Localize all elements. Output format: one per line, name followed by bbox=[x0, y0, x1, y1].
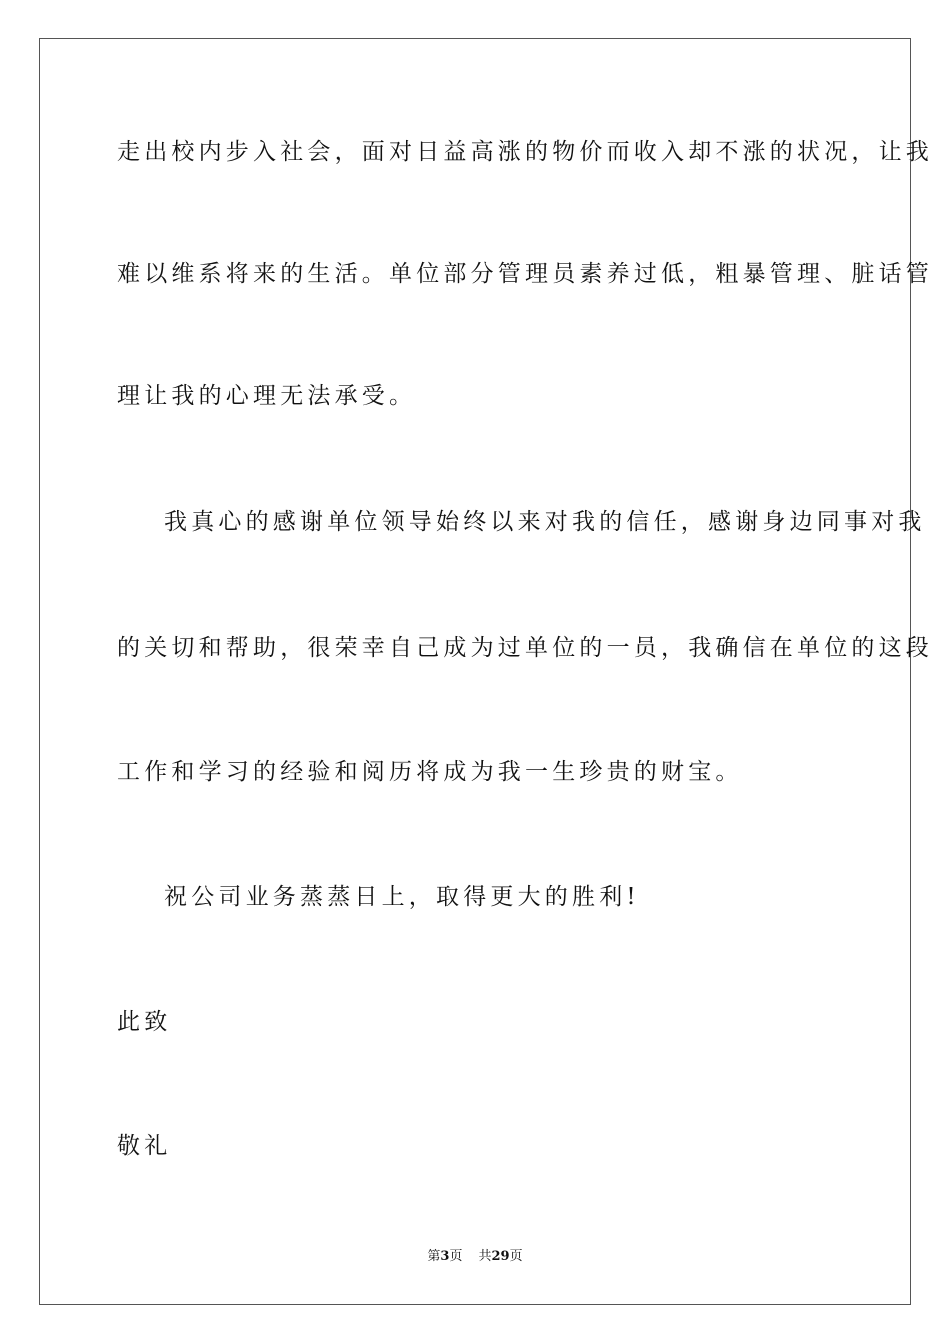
page-footer bbox=[0, 1248, 950, 1266]
page-total: 29 bbox=[491, 1249, 510, 1264]
closing-regards: 敬礼 bbox=[117, 1133, 172, 1159]
page-prefix: 第 bbox=[427, 1249, 441, 1264]
paragraph-line-5: 的关切和帮助，很荣幸自己成为过单位的一员，我确信在单位的这段 bbox=[117, 635, 933, 661]
paragraph-line-4: 我真心的感谢单位领导始终以来对我的信任，感谢身边同事对我 bbox=[164, 509, 926, 535]
page-current: 3 bbox=[440, 1249, 450, 1264]
closing-wish: 祝公司业务蒸蒸日上，取得更大的胜利! bbox=[164, 884, 640, 910]
paragraph-line-2: 难以维系将来的生活。单位部分管理员素养过低，粗暴管理、脏话管 bbox=[117, 261, 933, 287]
page-frame bbox=[39, 38, 911, 1305]
page-suffix: 页 bbox=[449, 1249, 463, 1264]
total-prefix: 共 bbox=[478, 1249, 492, 1264]
paragraph-line-6: 工作和学习的经验和阅历将成为我一生珍贵的财宝。 bbox=[117, 759, 743, 785]
paragraph-line-1: 走出校内步入社会，面对日益高涨的物价而收入却不涨的状况，让我 bbox=[117, 139, 933, 165]
closing-salutation: 此致 bbox=[117, 1009, 172, 1035]
paragraph-line-3: 理让我的心理无法承受。 bbox=[117, 383, 417, 409]
total-suffix: 页 bbox=[509, 1249, 523, 1264]
